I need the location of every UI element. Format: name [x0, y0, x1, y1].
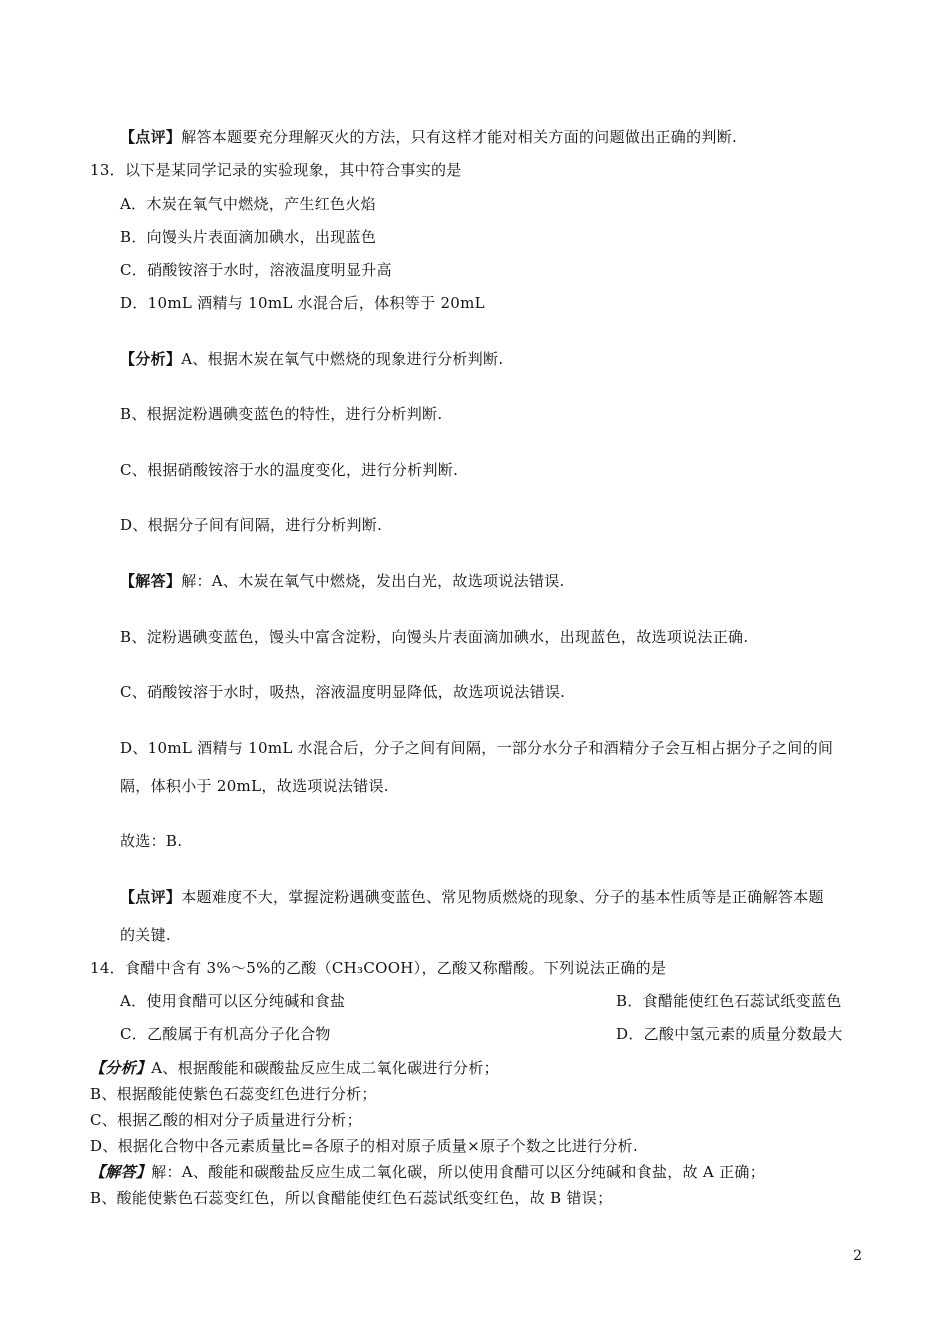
analysis-text: A、根据酸能和碳酸盐反应生成二氧化碳进行分析；: [151, 1059, 499, 1077]
q14-options-row-2: [120, 1024, 880, 1044]
q13-option-d: D．10mL 酒精与 10mL 水混合后，体积等于 20mL: [120, 294, 485, 312]
q14-option-d: D．乙酸中氢元素的质量分数最大: [616, 1025, 843, 1043]
q14-analysis-1: [90, 1058, 499, 1078]
q13-analysis-1: [120, 349, 503, 369]
q13-analysis-3: C、根据硝酸铵溶于水的温度变化，进行分析判断.: [120, 461, 459, 479]
q14-option-b: B．食醋能使红色石蕊试纸变蓝色: [616, 992, 842, 1010]
analysis-tag: 【分析】: [90, 1059, 152, 1077]
answer-text: 解：A、酸能和碳酸盐反应生成二氧化碳，所以使用食醋可以区分纯碱和食盐，故 A 正确；: [151, 1163, 766, 1181]
q14-option-c: C．乙酸属于有机高分子化合物: [120, 1025, 331, 1043]
answer-text: 解：A、木炭在氧气中燃烧，发出白光，故选项说法错误.: [181, 572, 565, 590]
review-tag: 【点评】: [120, 888, 182, 906]
q13-answer-5: 隔，体积小于 20mL，故选项说法错误.: [120, 777, 389, 795]
review-text: 本题难度不大，掌握淀粉遇碘变蓝色、常见物质燃烧的现象、分子的基本性质等是正确解答本题: [181, 888, 824, 906]
q13-analysis-4: D、根据分子间有间隔，进行分析判断.: [120, 516, 383, 534]
q13-stem: 13．以下是某同学记录的实验现象，其中符合事实的是: [90, 161, 462, 179]
q14-option-a: A．使用食醋可以区分纯碱和食盐: [120, 992, 346, 1010]
review-tag: 【点评】: [120, 128, 182, 146]
q14-answer-2: B、酸能使紫色石蕊变红色，所以食醋能使红色石蕊试纸变红色，故 B 错误；: [90, 1189, 613, 1207]
analysis-text: A、根据木炭在氧气中燃烧的现象进行分析判断.: [181, 350, 504, 368]
review-text: 解答本题要充分理解灭火的方法，只有这样才能对相关方面的问题做出正确的判断.: [181, 128, 738, 146]
q14-options-row-1: [120, 991, 880, 1011]
analysis-tag: 【分析】: [120, 350, 182, 368]
q14-analysis-2: B、根据酸能使紫色石蕊变红色进行分析；: [90, 1085, 377, 1103]
q13-review-2: 的关键.: [120, 926, 171, 944]
q13-answer-3: C、硝酸铵溶于水时，吸热，溶液温度明显降低，故选项说法错误.: [120, 683, 566, 701]
q14-stem: 14．食醋中含有 3%～5%的乙酸（CH₃COOH），乙酸又称醋酸。下列说法正确的是: [90, 959, 667, 977]
q13-answer-4: D、10mL 酒精与 10mL 水混合后，分子之间有间隔，一部分水分子和酒精分子会互相占据分子之间的间: [120, 739, 834, 757]
q12-review: [120, 127, 737, 147]
q13-option-b: B．向馒头片表面滴加碘水，出现蓝色: [120, 228, 377, 246]
q13-answer-1: [120, 571, 565, 591]
q13-choice: 故选：B.: [120, 832, 183, 850]
q13-answer-2: B、淀粉遇碘变蓝色，馒头中富含淀粉，向馒头片表面滴加碘水，出现蓝色，故选项说法正确.: [120, 628, 749, 646]
q13-option-a: A．木炭在氧气中燃烧，产生红色火焰: [120, 195, 376, 213]
q14-analysis-4: D、根据化合物中各元素质量比=各原子的相对原子质量×原子个数之比进行分析.: [90, 1137, 639, 1155]
page-number: 2: [853, 1248, 862, 1264]
q14-answer-1: [90, 1162, 765, 1182]
q14-analysis-3: C、根据乙酸的相对分子质量进行分析；: [90, 1111, 362, 1129]
q13-review-1: [120, 887, 824, 907]
q13-analysis-2: B、根据淀粉遇碘变蓝色的特性，进行分析判断.: [120, 405, 443, 423]
answer-tag: 【解答】: [90, 1163, 152, 1181]
q13-option-c: C．硝酸铵溶于水时，溶液温度明显升高: [120, 261, 392, 279]
answer-tag: 【解答】: [120, 572, 182, 590]
